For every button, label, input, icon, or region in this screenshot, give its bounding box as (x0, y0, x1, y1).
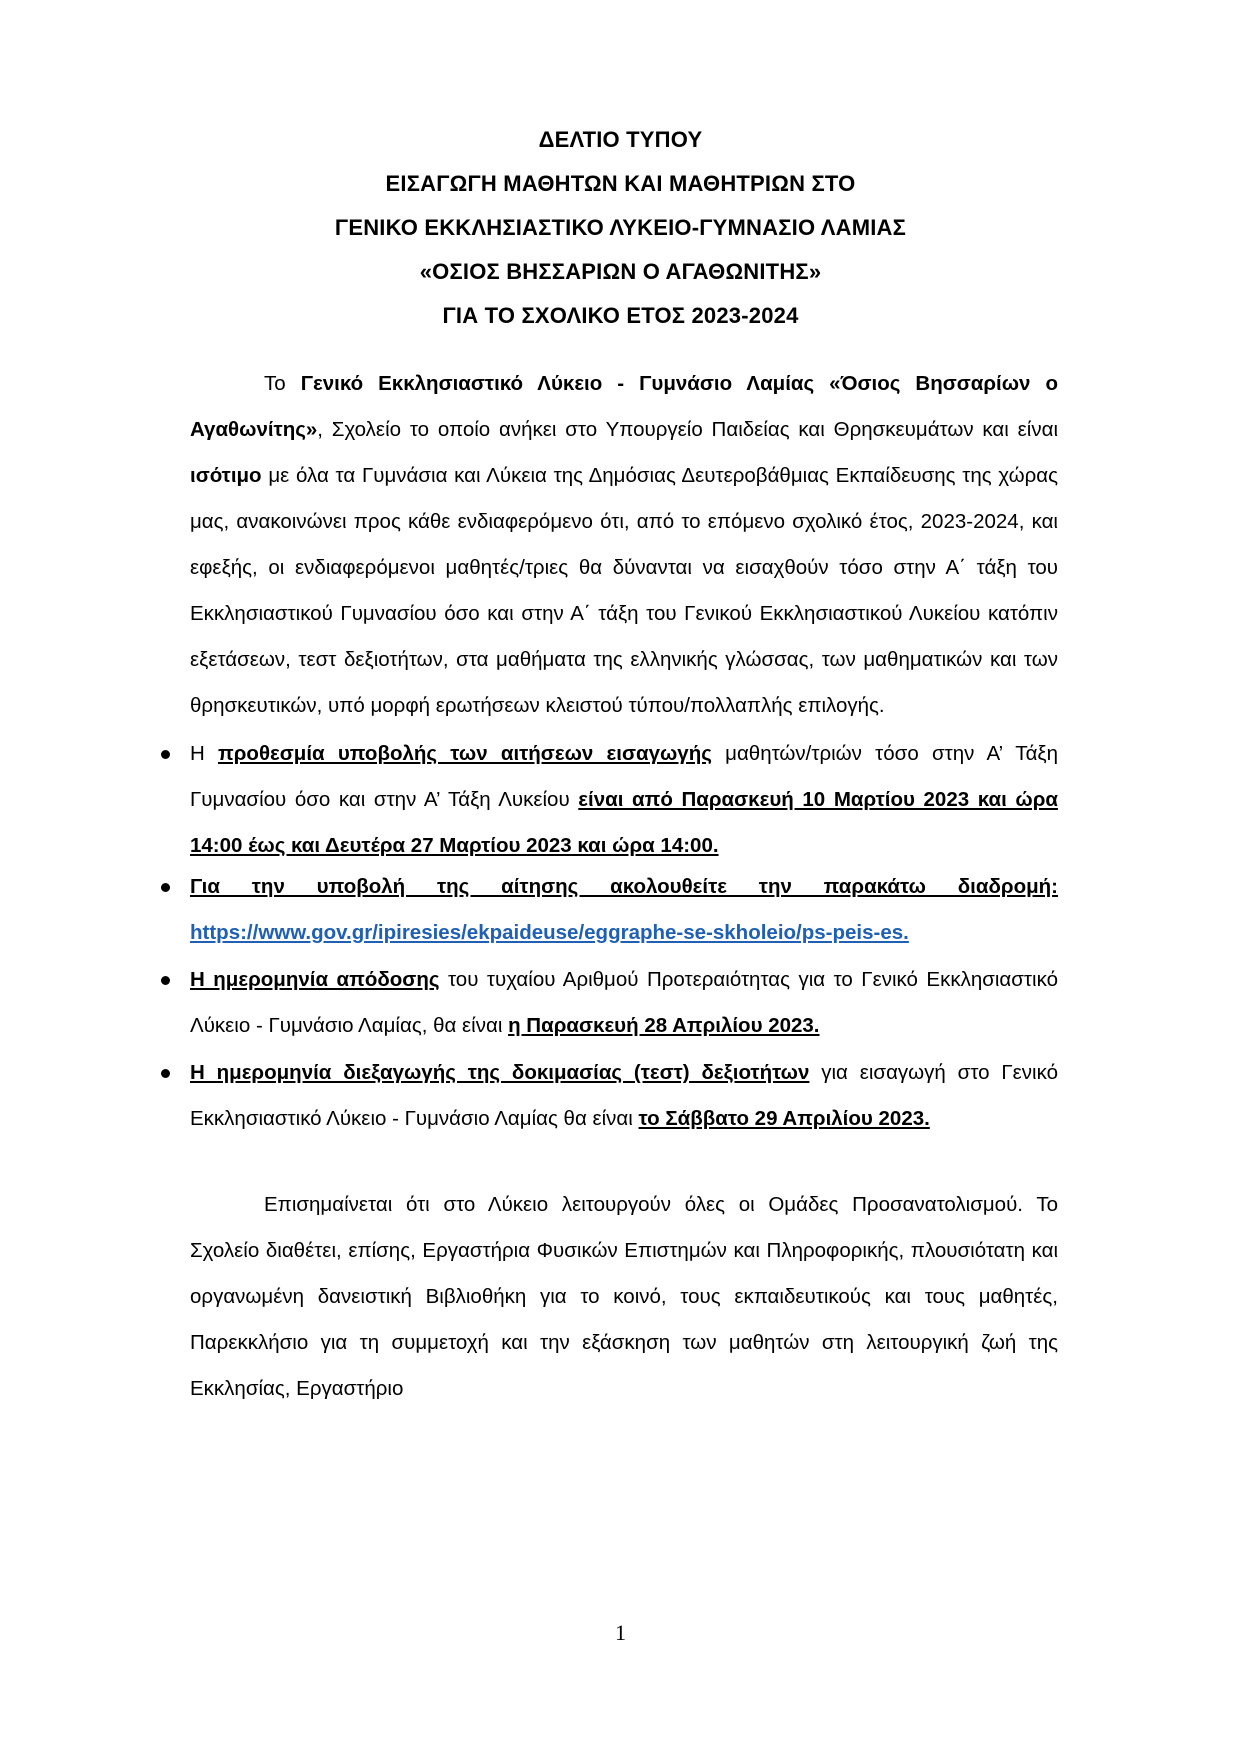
bullet-section-4 (190, 1050, 1058, 1142)
test-date-label: Η ημερομηνία διεξαγωγής της δοκιμασίας (τεστ) δεξιοτήτων (190, 1061, 810, 1084)
page-number: 1 (615, 1620, 626, 1645)
bullet-icon (161, 1069, 170, 1078)
intro-section (190, 361, 1058, 729)
title-line-2: ΕΙΣΑΓΩΓΗ ΜΑΘΗΤΩΝ ΚΑΙ ΜΑΘΗΤΡΙΩΝ ΣΤΟ (385, 171, 856, 196)
intro-text-1: Το (264, 372, 301, 395)
bullet-deadline (190, 731, 1058, 869)
priority-date-label: Η ημερομηνία απόδοσης (190, 968, 440, 991)
intro-paragraph (190, 361, 1058, 729)
bullet-skills-test (190, 1050, 1058, 1142)
title-line-1: ΔΕΛΤΙΟ ΤΥΠΟΥ (538, 127, 703, 152)
intro-text-2: , Σχολείο το οποίο ανήκει στο Υπουργείο Παιδείας και Θρησκευμάτων και είναι (317, 418, 1058, 441)
bullet-4-text-1: για εισαγωγή στο Γενικό Εκκλησιαστικό Λύκειο - Γυμνάσιο Λαμίας θα είναι (190, 1061, 1058, 1130)
bullet-section-3 (190, 957, 1058, 1049)
bullet-icon (161, 883, 170, 892)
title-line-4: «ΟΣΙΟΣ ΒΗΣΣΑΡΙΩΝ Ο ΑΓΑΘΩΝΙΤΗΣ» (419, 259, 822, 284)
closing-paragraph: Επισημαίνεται ότι στο Λύκειο λειτουργούν όλες οι Ομάδες Προσανατολισμού. Το Σχολείο διαθέτει, επίσης, Εργαστήρια Φυσικών Επιστημών και Πληροφορικής, πλουσιότατη και οργανωμένη δανειστική Βιβλιοθήκη για το κοινό, τους εκπαιδευτικούς και τους μαθητές, Παρεκκλήσιο για τη συμμετοχή και την εξάσκηση των μαθητών στη λειτουργική ζωή της Εκκλησίας, Εργαστήριο (190, 1193, 1058, 1400)
application-deadline-label: προθεσμία υποβολής των αιτήσεων εισαγωγής (218, 742, 712, 765)
bullet-icon (161, 750, 170, 759)
bullet-section-1 (190, 731, 1058, 869)
press-release-title (0, 118, 1241, 338)
bullet-1-text-1: Η (190, 742, 219, 765)
title-line-3: ΓΕΝΙΚΟ ΕΚΚΛΗΣΙΑΣΤΙΚΟ ΛΥΚΕΙΟ-ΓΥΜΝΑΣΙΟ ΛΑΜΙΑΣ (334, 215, 907, 240)
bullet-submission-path (190, 864, 1058, 956)
bullet-section-2 (190, 864, 1058, 956)
school-name: Γενικό Εκκλησιαστικό Λύκειο - Γυμνάσιο Λαμίας «Όσιος Βησσαρίων ο Αγαθωνίτης» (190, 372, 1058, 441)
priority-date: η Παρασκευή 28 Απριλίου 2023. (508, 1014, 820, 1037)
application-link[interactable]: https://www.gov.gr/ipiresies/ekpaideuse/eggraphe-se-skholeio/ps-peis-es. (190, 921, 909, 944)
bullet-icon (161, 976, 170, 985)
title-line-5: ΓΙΑ ΤΟ ΣΧΟΛΙΚΟ ΕΤΟΣ 2023-2024 (442, 303, 799, 328)
bullet-priority-number (190, 957, 1058, 1049)
submission-path-text: Για την υποβολή της αίτησης ακολουθείτε την παρακάτω διαδρομή: (190, 875, 1058, 898)
bullet-1-text-2: μαθητών/τριών τόσο στην Α’ Τάξη Γυμνασίου όσο και στην Α’ Τάξη Λυκείου (190, 742, 1058, 811)
application-dates: είναι από Παρασκευή 10 Μαρτίου 2023 και ώρα 14:00 έως και Δευτέρα 27 Μαρτίου 2023 και ώρα 14:00. (190, 788, 1058, 857)
equal-status: ισότιμο (190, 464, 262, 487)
closing-section (190, 1182, 1058, 1412)
intro-text-3: με όλα τα Γυμνάσια και Λύκεια της Δημόσιας Δευτεροβάθμιας Εκπαίδευσης της χώρας μας, ανακοινώνει προς κάθε ενδιαφερόμενο ότι, από το επόμενο σχολικό έτος, 2023-2024, και εφεξής, οι ενδιαφερόμενοι μαθητές/τριες θα δύνανται να εισαχθούν τόσο στην Α΄ τάξη του Εκκλησιαστικού Γυμνασίου όσο και στην Α΄ τάξη του Γενικού Εκκλησιαστικού Λυκείου κατόπιν εξετάσεων, τεστ δεξιοτήτων, στα μαθήματα της ελληνικής γλώσσας, των μαθηματικών και των θρησκευτικών, υπό μορφή ερωτήσεων κλειστού τύπου/πολλαπλής επιλογής. (190, 464, 1058, 717)
test-date: το Σάββατο 29 Απριλίου 2023. (638, 1107, 930, 1130)
bullet-3-text-1: του τυχαίου Αριθμού Προτεραιότητας για το Γενικό Εκκλησιαστικό Λύκειο - Γυμνάσιο Λαμίας, θα είναι (190, 968, 1058, 1037)
